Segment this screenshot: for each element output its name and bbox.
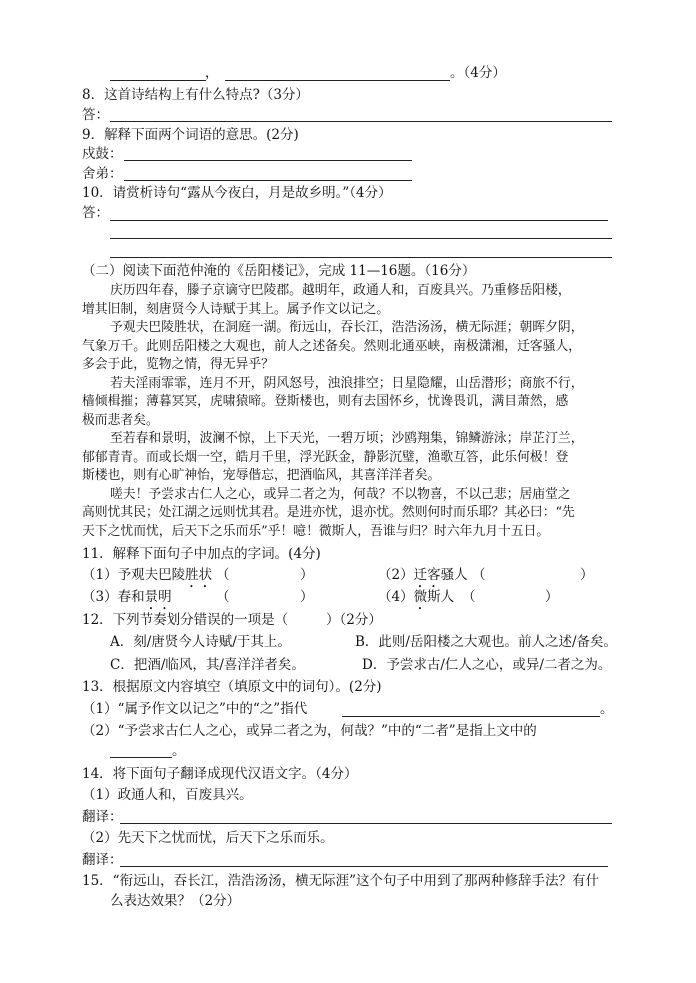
q13-item-2-blank[interactable] — [110, 757, 172, 758]
q11-question: 11．解释下面句子中加点的字词。(4分) — [82, 546, 321, 562]
passage-p2-line2: 气象万千。此则岳阳楼之大观也，前人之述备矣。然则北通巫峡，南极潇湘，迁客骚人， — [82, 339, 582, 354]
q14-sentence-2: （2）先天下之忧而忧，后天下之乐而乐。 — [82, 830, 334, 846]
passage-p4-line3: 斯楼也，则有心旷神怡，宠辱偕忘，把酒临风，其喜洋洋者矣。 — [82, 468, 441, 483]
q12-option-d: D．予尝求古/仁人之心，或异/二者之为。 — [362, 657, 612, 673]
q11-item-4-open: （ — [462, 589, 476, 605]
q15-question-line2: 么表达效果？（2分） — [110, 893, 241, 909]
q8-answer-label: 答： — [82, 107, 109, 123]
q9-term-shedi-line[interactable] — [124, 180, 412, 181]
q11-item-3-close: ） — [300, 589, 314, 605]
passage-p2-line1: 予观夫巴陵胜状，在洞庭一湖。衔远山，吞长江，浩浩汤汤，横无际涯；朝晖夕阴， — [110, 320, 584, 335]
passage-p5-line2: 高则忧其民；处江湖之远则忧其君。是进亦忧，退亦忧。然则何时而乐耶？其必曰：“先 — [82, 505, 575, 520]
passage-p5-line3: 天下之忧而忧，后天下之乐而乐”乎！噫！微斯人，吾谁与归？时六年九月十五日。 — [82, 524, 550, 539]
passage-p4-line1: 至若春和景明，波澜不惊，上下天光，一碧万顷；沙鸥翔集，锦鳞游泳；岸芷汀兰， — [110, 431, 584, 446]
passage-p3-line3: 极而悲者矣。 — [82, 413, 159, 428]
passage-p4-line2: 郁郁青青。而或长烟一空，皓月千里，浮光跃金，静影沉璧，渔歌互答，此乐何极！登 — [82, 450, 569, 465]
q11-item-4-dotted: 微 — [413, 589, 428, 605]
q14-translate-line-2[interactable] — [120, 866, 608, 867]
q11-item-3: （3）春和景明 — [82, 589, 172, 605]
q13-item-2: （2）“予尝求古仁人之心，或异二者之为，何哉？”中的“二者”是指上文中的 — [82, 723, 537, 739]
q11-item-1-open: （ — [216, 567, 230, 583]
passage-p1-line2: 增其旧制，刻唐贤今人诗赋于其上。属予作文以记之。 — [82, 302, 390, 317]
q10-answer-label: 答： — [82, 205, 109, 221]
q13-item-2-end: 。 — [172, 743, 186, 759]
q13-item-1-end: 。 — [600, 701, 614, 717]
q13-question: 13．根据原文内容填空（填原文中的词句）。(2分) — [82, 679, 382, 695]
q7-blank-2[interactable] — [225, 80, 450, 81]
passage-p2-line3: 多会于此，览物之情，得无异乎？ — [82, 357, 274, 372]
q14-translate-line-1[interactable] — [120, 823, 612, 824]
q7-separator: ， — [205, 65, 219, 81]
q9-term-shedi: 舍弟： — [82, 166, 123, 182]
passage-p5-line1: 嗟夫！予尝求古仁人之心，或异二者之为，何哉？不以物喜，不以己悲；居庙堂之 — [110, 487, 571, 502]
q14-question: 14．将下面句子翻译成现代汉语文字。（4分） — [82, 766, 358, 782]
q7-blank-1[interactable] — [110, 80, 206, 81]
q10-answer-line-3[interactable] — [110, 257, 612, 258]
q14-translate-label-2: 翻译： — [82, 852, 123, 868]
passage-p3-line1: 若夫淫雨霏霏，连月不开，阴风怒号，浊浪排空；日星隐耀，山岳潜形；商旅不行， — [110, 376, 584, 391]
q11-item-4-close: ） — [545, 589, 559, 605]
q9-question: 9．解释下面两个词语的意思。(2分) — [82, 127, 299, 143]
q15-question-line1: 15．“衔远山，吞长江，浩浩汤汤，横无际涯”这个句子中用到了那两种修辞手法？有什 — [82, 873, 599, 889]
q11-item-1: （1）予观夫巴陵胜状 — [82, 567, 213, 583]
q11-item-1-dotted: 胜状 — [185, 567, 213, 583]
q7-score: 。（4分） — [450, 65, 506, 81]
q11-item-2-open: （ — [472, 567, 486, 583]
q12-option-c: C．把酒/临风，其/喜洋洋者矣。 — [110, 657, 305, 673]
q11-item-1-close: ） — [300, 567, 314, 583]
q9-term-shugu-line[interactable] — [124, 160, 412, 161]
q13-item-1-blank[interactable] — [342, 716, 600, 717]
q14-sentence-1: （1）政通人和，百废具兴。 — [82, 787, 253, 803]
q11-item-2-dotted: 迁客 — [413, 567, 441, 583]
q12-question-end: ）（2分） — [326, 612, 382, 628]
q14-translate-label-1: 翻译： — [82, 809, 123, 825]
q12-option-a: A．刻/唐贤今人诗赋/于其上。 — [110, 634, 291, 650]
q10-answer-line-2[interactable] — [110, 238, 612, 239]
q11-item-3-open: （ — [216, 589, 230, 605]
passage-p1-line1: 庆历四年春，滕子京谪守巴陵郡。越明年，政通人和，百废具兴。乃重修岳阳楼， — [110, 283, 571, 298]
q12-option-b: B．此则/岳阳楼之大观也。前人之述/备矣。 — [355, 634, 618, 650]
q11-item-2: （2）迁客骚人 — [378, 567, 468, 583]
section2-heading: （二）阅读下面范仲淹的《岳阳楼记》，完成 11—16题。（16分） — [82, 263, 476, 279]
q8-answer-line[interactable] — [110, 121, 612, 122]
q11-item-3-dotted: 景明 — [144, 589, 172, 605]
q13-item-1: （1）“属予作文以记之”中的“之”指代 — [82, 701, 308, 717]
q11-item-2-close: ） — [580, 567, 594, 583]
q8-question: 8．这首诗结构上有什么特点?（3分） — [82, 87, 309, 103]
q11-item-4: （4）微斯人 — [378, 589, 455, 605]
q12-question-start: 12．下列节奏划分错误的一项是（ — [82, 612, 289, 628]
q9-term-shugu: 戍鼓： — [82, 146, 123, 162]
q10-question: 10．请赏析诗句“露从今夜白，月是故乡明。”（4分） — [82, 185, 392, 201]
q10-answer-line-1[interactable] — [110, 220, 608, 221]
passage-p3-line2: 樯倾楫摧；薄暮冥冥，虎啸猿啼。登斯楼也，则有去国怀乡，忧谗畏讥，满目萧然，感 — [82, 394, 569, 409]
